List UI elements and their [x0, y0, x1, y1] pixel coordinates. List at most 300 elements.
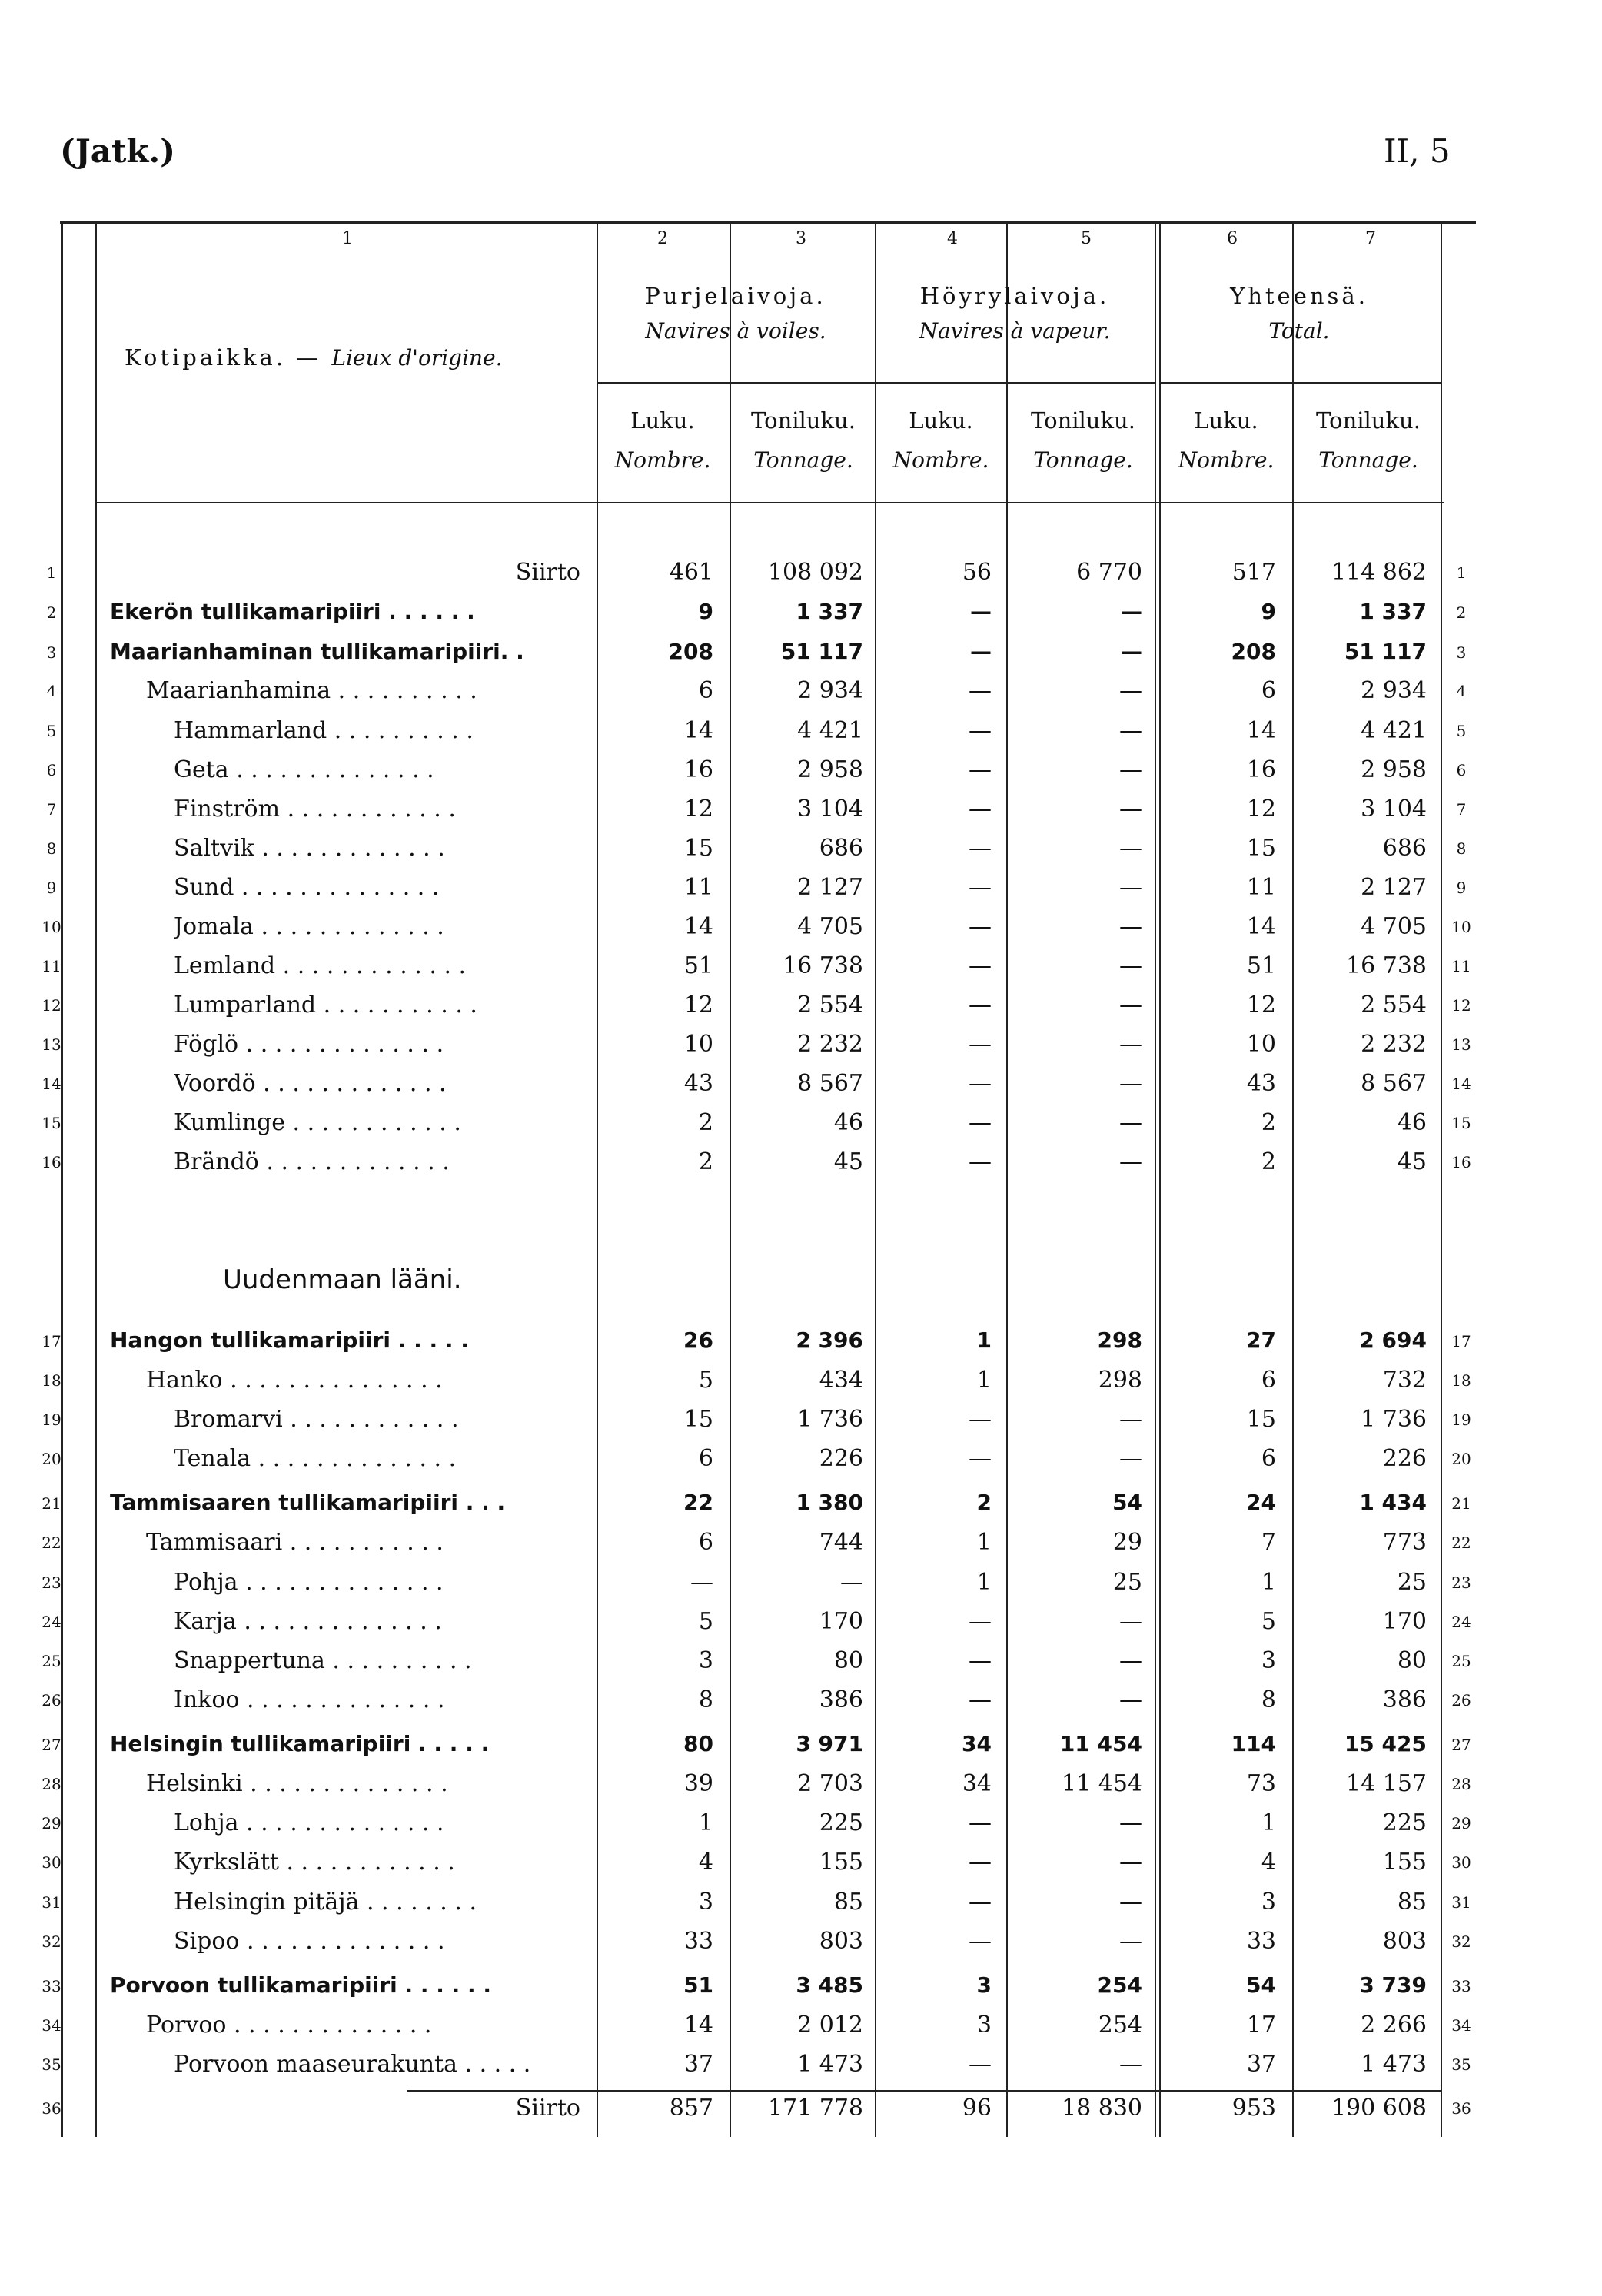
row-number: 5	[46, 722, 57, 740]
cell-value: 80	[683, 1731, 713, 1756]
cell-value: 45	[1397, 1148, 1427, 1175]
row-number: 19	[42, 1410, 61, 1429]
cell-value: 1 337	[796, 599, 863, 624]
cell-value: 15	[683, 835, 713, 862]
cell-value: —	[1119, 992, 1142, 1018]
cell-value: 16 738	[1346, 952, 1427, 979]
sum-label: Siirto	[515, 2095, 580, 2122]
col4-col5-divider	[1006, 224, 1008, 2137]
row-number: 3	[46, 643, 57, 662]
row-number: 8	[1456, 839, 1467, 858]
district-name: Helsingin tullikamaripiiri . . . . .	[110, 1731, 490, 1756]
row-number: 32	[1451, 1932, 1471, 1951]
sum-rule	[407, 2090, 1441, 2092]
cell-value: —	[969, 1445, 992, 1472]
cell-value: 29	[1112, 1529, 1142, 1556]
place-name: Maarianhamina . . . . . . . . . .	[146, 677, 477, 704]
cell-value: —	[969, 677, 992, 704]
cell-value: 37	[683, 2051, 713, 2078]
row-number: 21	[42, 1494, 61, 1513]
row-number: 8	[46, 839, 57, 858]
cell-value: 4 421	[1361, 717, 1427, 744]
cell-value: 461	[669, 559, 713, 586]
cell-value: 2 934	[1361, 677, 1427, 704]
row-number: 15	[42, 1114, 61, 1132]
row-number: 7	[46, 800, 57, 819]
row-number: 22	[1451, 1533, 1471, 1552]
row-number: 36	[42, 2099, 61, 2118]
cell-value: 3 971	[796, 1731, 863, 1756]
cell-value: 2	[1261, 1109, 1276, 1136]
row-number: 2	[46, 603, 57, 622]
cell-value: —	[969, 1148, 992, 1175]
cell-value: —	[969, 1031, 992, 1058]
cell-value: 1	[1261, 1569, 1276, 1596]
place-name: Kyrkslätt . . . . . . . . . . . .	[174, 1849, 455, 1876]
cell-value: —	[1119, 1031, 1142, 1058]
group-sail-subtitle: Navires à voiles.	[645, 318, 826, 344]
cell-value: 773	[1382, 1529, 1427, 1556]
cell-value: 2 232	[1361, 1031, 1427, 1058]
cell-value: 6	[1261, 677, 1276, 704]
row-number: 3	[1456, 643, 1467, 662]
row-number: 29	[42, 1814, 61, 1832]
cell-value: 16	[683, 756, 713, 783]
cell-value: 39	[683, 1770, 713, 1797]
cell-value: —	[1119, 1445, 1142, 1472]
subhead-tonnage-fr: Tonnage.	[753, 447, 853, 473]
row-number: 20	[42, 1450, 61, 1468]
cell-value: 1	[698, 1809, 713, 1836]
row-number: 17	[42, 1332, 61, 1351]
row-number: 31	[42, 1893, 61, 1912]
cell-value: 85	[833, 1889, 863, 1916]
cell-value: 6	[698, 1445, 713, 1472]
cell-value: 3	[1261, 1647, 1276, 1674]
rownum-divider-right	[1441, 224, 1442, 2137]
subhead-count-fr: Nombre.	[614, 447, 711, 473]
subhead-count: Luku.	[1194, 407, 1258, 434]
cell-value: 10	[1246, 1031, 1276, 1058]
cell-value: 51 117	[780, 639, 863, 664]
row-number: 24	[42, 1613, 61, 1631]
page-header-left: (Jatk.)	[60, 132, 175, 170]
cell-value: 51 117	[1344, 639, 1427, 664]
cell-value: 2 554	[1361, 992, 1427, 1018]
cell-value: 6	[698, 1529, 713, 1556]
cell-value: 1	[976, 1569, 992, 1596]
cell-value: 686	[819, 835, 863, 862]
place-name: Hammarland . . . . . . . . . .	[174, 717, 474, 744]
cell-value: 686	[1382, 835, 1427, 862]
row-number: 20	[1451, 1450, 1471, 1468]
cell-value: —	[1119, 913, 1142, 940]
subhead-tonnage: Toniluku.	[751, 407, 856, 434]
cell-value: 17	[1246, 2012, 1276, 2038]
cell-value: —	[969, 756, 992, 783]
cell-value: —	[969, 913, 992, 940]
cell-value: —	[1119, 1647, 1142, 1674]
cell-value: —	[969, 835, 992, 862]
row-number: 23	[1451, 1573, 1471, 1592]
cell-value: 171 778	[767, 2095, 863, 2122]
place-name: Voordö . . . . . . . . . . . . .	[174, 1070, 447, 1097]
cell-value: 14	[1246, 913, 1276, 940]
row-number: 30	[1451, 1853, 1471, 1872]
place-name: Inkoo . . . . . . . . . . . . . .	[174, 1686, 445, 1713]
cell-value: —	[969, 1928, 992, 1955]
place-name: Sipoo . . . . . . . . . . . . . .	[174, 1928, 445, 1955]
cell-value: 8	[1261, 1686, 1276, 1713]
cell-value: 2 012	[797, 2012, 863, 2038]
cell-value: 170	[819, 1608, 863, 1635]
cell-value: —	[1119, 756, 1142, 783]
cell-value: 6	[1261, 1445, 1276, 1472]
cell-value: 3	[698, 1647, 713, 1674]
cell-value: 34	[962, 1770, 992, 1797]
column-number: 2	[657, 229, 668, 248]
cell-value: 8 567	[1361, 1070, 1427, 1097]
cell-value: —	[969, 1647, 992, 1674]
cell-value: 1	[976, 1529, 992, 1556]
place-name: Lemland . . . . . . . . . . . . .	[174, 952, 467, 979]
cell-value: 46	[833, 1109, 863, 1136]
row-number: 13	[42, 1035, 61, 1054]
place-name: Tenala . . . . . . . . . . . . . .	[174, 1445, 457, 1472]
cell-value: 254	[1097, 1972, 1142, 1998]
row-number: 28	[1451, 1775, 1471, 1793]
place-name: Jomala . . . . . . . . . . . . .	[174, 913, 444, 940]
cell-value: 170	[1382, 1608, 1427, 1635]
cell-value: 3	[976, 2012, 992, 2038]
row-number: 18	[42, 1371, 61, 1390]
cell-value: 14	[1246, 717, 1276, 744]
cell-value: 11	[1246, 874, 1276, 901]
place-name: Lohja . . . . . . . . . . . . . .	[174, 1809, 444, 1836]
cell-value: —	[1119, 1849, 1142, 1876]
group-underline	[1159, 382, 1441, 384]
row-number: 28	[42, 1775, 61, 1793]
cell-value: 96	[962, 2095, 992, 2122]
place-name: Finström . . . . . . . . . . . .	[174, 796, 456, 822]
cell-value: 155	[819, 1849, 863, 1876]
stub-header	[125, 344, 503, 370]
cell-value: 9	[698, 599, 713, 624]
cell-value: 3	[976, 1972, 992, 1998]
cell-value: —	[1119, 1928, 1142, 1955]
page-number: II, 5	[1384, 132, 1451, 170]
cell-value: 1 473	[797, 2051, 863, 2078]
row-number: 19	[1451, 1410, 1471, 1429]
cell-value: 208	[668, 639, 713, 664]
cell-value: —	[1119, 717, 1142, 744]
row-number: 16	[42, 1153, 61, 1171]
row-number: 2	[1456, 603, 1467, 622]
cell-value: 114 862	[1331, 559, 1427, 586]
cell-value: —	[969, 952, 992, 979]
cell-value: 15	[1246, 1406, 1276, 1433]
row-number: 9	[46, 879, 57, 897]
cell-value: 3	[698, 1889, 713, 1916]
place-name: Pohja . . . . . . . . . . . . . .	[174, 1569, 444, 1596]
row-number: 34	[42, 2016, 61, 2035]
stub-header-fi: Kotipaikka. —	[125, 344, 332, 370]
cell-value: —	[1119, 796, 1142, 822]
district-name: Maarianhaminan tullikamaripiiri. .	[110, 639, 524, 664]
cell-value: 51	[1246, 952, 1276, 979]
cell-value: 386	[1382, 1686, 1427, 1713]
cell-value: 434	[819, 1367, 863, 1394]
cell-value: 25	[1397, 1569, 1427, 1596]
subhead-count: Luku.	[630, 407, 695, 434]
place-name: Porvoon maaseurakunta . . . . .	[174, 2051, 531, 2078]
row-number: 6	[46, 761, 57, 779]
place-name: Saltvik . . . . . . . . . . . . .	[174, 835, 445, 862]
cell-value: —	[1119, 2051, 1142, 2078]
district-name: Porvoon tullikamaripiiri . . . . . .	[110, 1972, 492, 1998]
cell-value: 54	[1246, 1972, 1276, 1998]
group-underline	[597, 382, 875, 384]
row-number: 9	[1456, 879, 1467, 897]
row-number: 32	[42, 1932, 61, 1951]
cell-value: 4 705	[797, 913, 863, 940]
place-name: Karja . . . . . . . . . . . . . .	[174, 1608, 442, 1635]
row-number: 30	[42, 1853, 61, 1872]
place-name: Tammisaari . . . . . . . . . . .	[146, 1529, 444, 1556]
cell-value: 14 157	[1346, 1770, 1427, 1797]
cell-value: 114	[1231, 1731, 1276, 1756]
cell-value: 15 425	[1344, 1731, 1427, 1756]
row-number: 12	[1451, 996, 1471, 1015]
cell-value: 2 694	[1359, 1327, 1427, 1353]
place-name: Geta . . . . . . . . . . . . . .	[174, 756, 434, 783]
row-number: 7	[1456, 800, 1467, 819]
cell-value: 2	[1261, 1148, 1276, 1175]
cell-value: 225	[819, 1809, 863, 1836]
row-number: 15	[1451, 1114, 1471, 1132]
cell-value: 2 266	[1361, 2012, 1427, 2038]
cell-value: 3	[1261, 1889, 1276, 1916]
cell-value: —	[969, 1070, 992, 1097]
cell-value: —	[1119, 1070, 1142, 1097]
cell-value: 16	[1246, 756, 1276, 783]
place-name: Helsinki . . . . . . . . . . . . . .	[146, 1770, 448, 1797]
cell-value: 14	[683, 717, 713, 744]
cell-value: 517	[1231, 559, 1276, 586]
cell-value: 3 104	[797, 796, 863, 822]
cell-value: 2 396	[796, 1327, 863, 1353]
cell-value: 46	[1397, 1109, 1427, 1136]
row-number: 14	[1451, 1075, 1471, 1093]
cell-value: 27	[1246, 1327, 1276, 1353]
row-number: 34	[1451, 2016, 1471, 2035]
column-number: 3	[796, 229, 806, 248]
cell-value: 155	[1382, 1849, 1427, 1876]
place-name: Föglö . . . . . . . . . . . . . .	[174, 1031, 444, 1058]
cell-value: 803	[1382, 1928, 1427, 1955]
cell-value: 4 705	[1361, 913, 1427, 940]
row-number: 29	[1451, 1814, 1471, 1832]
header-bottom-rule	[97, 502, 1444, 503]
cell-value: 190 608	[1331, 2095, 1427, 2122]
group-total-subtitle: Total.	[1268, 318, 1330, 344]
subhead-tonnage-fr: Tonnage.	[1033, 447, 1133, 473]
subhead-tonnage: Toniluku.	[1316, 407, 1421, 434]
row-number: 6	[1456, 761, 1467, 779]
cell-value: 2 232	[797, 1031, 863, 1058]
column-number: 7	[1365, 229, 1376, 248]
subhead-count: Luku.	[909, 407, 973, 434]
cell-value: —	[1119, 835, 1142, 862]
cell-value: 953	[1231, 2095, 1276, 2122]
row-number: 11	[42, 957, 61, 975]
row-number: 4	[1456, 682, 1467, 700]
cell-value: 732	[1382, 1367, 1427, 1394]
cell-value: 1	[976, 1367, 992, 1394]
stub-header-fr: Lieux d'origine.	[331, 345, 503, 370]
cell-value: 15	[1246, 835, 1276, 862]
cell-value: 2 703	[797, 1770, 863, 1797]
cell-value: 37	[1246, 2051, 1276, 2078]
row-number: 5	[1456, 722, 1467, 740]
cell-value: 18 830	[1062, 2095, 1142, 2122]
group-steam-title: Höyrylaivoja.	[919, 283, 1110, 309]
cell-value: 56	[962, 559, 992, 586]
cell-value: —	[1119, 677, 1142, 704]
col6-col7-divider	[1292, 224, 1294, 2137]
group-steam-subtitle: Navires à vapeur.	[919, 318, 1111, 344]
cell-value: 2	[698, 1109, 713, 1136]
row-number: 17	[1451, 1332, 1471, 1351]
cell-value: —	[1119, 1148, 1142, 1175]
place-name: Bromarvi . . . . . . . . . . . .	[174, 1406, 459, 1433]
row-number: 36	[1451, 2099, 1471, 2118]
cell-value: 12	[683, 796, 713, 822]
cell-value: —	[969, 874, 992, 901]
cell-value: 226	[1382, 1445, 1427, 1472]
cell-value: 33	[1246, 1928, 1276, 1955]
subhead-count-fr: Nombre.	[1178, 447, 1275, 473]
row-number: 14	[42, 1075, 61, 1093]
row-number: 13	[1451, 1035, 1471, 1054]
cell-value: 3 485	[796, 1972, 863, 1998]
row-number: 21	[1451, 1494, 1471, 1513]
cell-value: —	[1119, 1406, 1142, 1433]
cell-value: 45	[833, 1148, 863, 1175]
row-number: 16	[1451, 1153, 1471, 1171]
cell-value: —	[969, 1686, 992, 1713]
cell-value: 11 454	[1062, 1770, 1142, 1797]
cell-value: —	[1119, 1608, 1142, 1635]
cell-value: 54	[1112, 1490, 1142, 1515]
row-number: 26	[42, 1691, 61, 1710]
cell-value: 24	[1246, 1490, 1276, 1515]
col2-col3-divider	[730, 224, 731, 2137]
row-number: 33	[1451, 1977, 1471, 1995]
cell-value: 4 421	[797, 717, 863, 744]
column-number: 1	[342, 229, 353, 248]
row-number: 26	[1451, 1691, 1471, 1710]
cell-value: 4	[1261, 1849, 1276, 1876]
cell-value: —	[1119, 1109, 1142, 1136]
row-number: 1	[1456, 563, 1467, 582]
cell-value: 386	[819, 1686, 863, 1713]
cell-value: 11	[683, 874, 713, 901]
cell-value: 2 554	[797, 992, 863, 1018]
cell-value: 1	[1261, 1809, 1276, 1836]
cell-value: 12	[1246, 796, 1276, 822]
place-name: Lumparland . . . . . . . . . . .	[174, 992, 477, 1018]
cell-value: 8 567	[797, 1070, 863, 1097]
subhead-count-fr: Nombre.	[892, 447, 989, 473]
cell-value: 51	[683, 952, 713, 979]
cell-value: 857	[669, 2095, 713, 2122]
cell-value: —	[969, 796, 992, 822]
cell-value: 3 739	[1359, 1972, 1427, 1998]
cell-value: 3 104	[1361, 796, 1427, 822]
cell-value: —	[840, 1569, 863, 1596]
cell-value: 2 934	[797, 677, 863, 704]
cell-value: 225	[1382, 1809, 1427, 1836]
cell-value: 4	[698, 1849, 713, 1876]
cell-value: 1	[976, 1327, 992, 1353]
row-number: 27	[1451, 1736, 1471, 1754]
row-number: 24	[1451, 1613, 1471, 1631]
place-name: Sund . . . . . . . . . . . . . .	[174, 874, 440, 901]
cell-value: 2 127	[1361, 874, 1427, 901]
cell-value: 2	[698, 1148, 713, 1175]
cell-value: 5	[698, 1367, 713, 1394]
group-sail-title: Purjelaivoja.	[645, 283, 826, 309]
row-number: 23	[42, 1573, 61, 1592]
row-number: 22	[42, 1533, 61, 1552]
cell-value: —	[1119, 1686, 1142, 1713]
cell-value: 1 473	[1361, 2051, 1427, 2078]
cell-value: —	[1121, 599, 1142, 624]
cell-value: 108 092	[767, 559, 863, 586]
cell-value: 1 380	[796, 1490, 863, 1515]
cell-value: 1 736	[1361, 1406, 1427, 1433]
cell-value: 1 337	[1359, 599, 1427, 624]
row-number: 1	[46, 563, 57, 582]
cell-value: 2 127	[797, 874, 863, 901]
cell-value: —	[1119, 1889, 1142, 1916]
cell-value: —	[969, 717, 992, 744]
place-name: Kumlinge . . . . . . . . . . . .	[174, 1109, 461, 1136]
cell-value: 43	[1246, 1070, 1276, 1097]
cell-value: 298	[1098, 1367, 1142, 1394]
cell-value: 5	[698, 1608, 713, 1635]
cell-value: 6 770	[1076, 559, 1142, 586]
cell-value: 26	[683, 1327, 713, 1353]
row-number: 18	[1451, 1371, 1471, 1390]
cell-value: 5	[1261, 1608, 1276, 1635]
column-number: 4	[947, 229, 958, 248]
cell-value: 12	[683, 992, 713, 1018]
row-number: 4	[46, 682, 57, 700]
cell-value: 803	[819, 1928, 863, 1955]
cell-value: 1 736	[797, 1406, 863, 1433]
carry-label: Siirto	[515, 559, 580, 586]
cell-value: 80	[1397, 1647, 1427, 1674]
place-name: Helsingin pitäjä . . . . . . . .	[174, 1889, 477, 1916]
place-name: Brändö . . . . . . . . . . . . .	[174, 1148, 450, 1175]
row-number: 31	[1451, 1893, 1471, 1912]
subhead-tonnage-fr: Tonnage.	[1318, 447, 1418, 473]
cell-value: —	[969, 992, 992, 1018]
place-name: Porvoo . . . . . . . . . . . . . .	[146, 2012, 432, 2038]
cell-value: 208	[1231, 639, 1276, 664]
